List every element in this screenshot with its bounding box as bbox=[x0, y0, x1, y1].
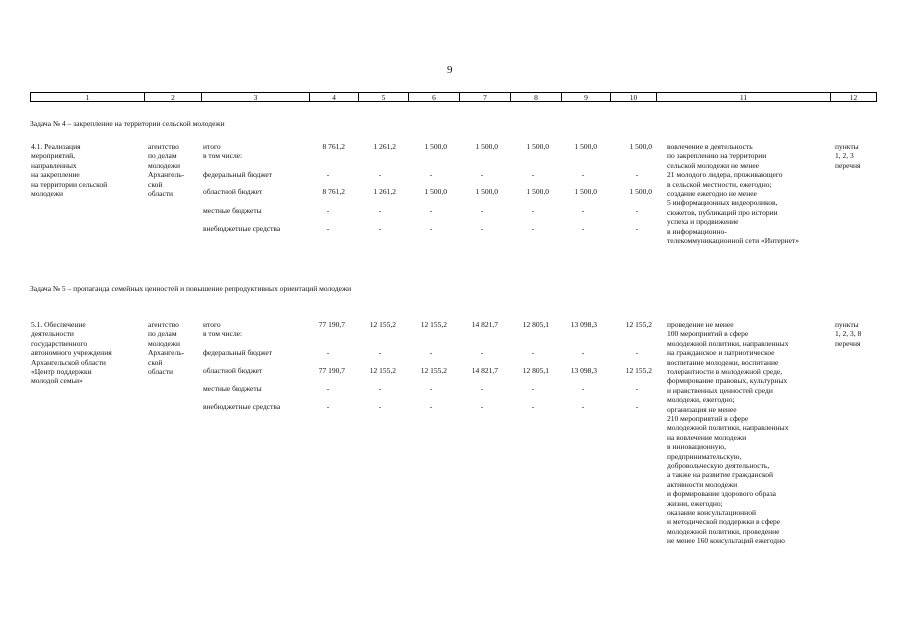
funding-label: областной бюджет bbox=[203, 366, 263, 375]
value-cell: 12 155,2 bbox=[369, 320, 396, 329]
measure-line: «Центр поддержки bbox=[31, 367, 92, 376]
result-line: телекоммуникационной сети «Интернет» bbox=[667, 236, 799, 245]
value-cell: 1 500,0 bbox=[475, 187, 498, 196]
value-cell: - bbox=[480, 384, 484, 393]
value-cell: - bbox=[326, 402, 330, 411]
value-cell: 1 500,0 bbox=[424, 142, 447, 151]
result-line: создание ежегодно не менее bbox=[667, 189, 757, 198]
value-cell: 12 155,2 bbox=[369, 366, 396, 375]
value-cell: - bbox=[581, 170, 585, 179]
points-line: перечня bbox=[835, 160, 861, 170]
value-cell: 8 761,2 bbox=[322, 142, 345, 151]
column-header: 5 bbox=[359, 93, 409, 101]
funding-label: итого bbox=[203, 320, 221, 329]
value-cell: - bbox=[429, 384, 433, 393]
executor-line: агентство bbox=[148, 320, 179, 329]
executor-line: Архангель- bbox=[148, 170, 185, 180]
value-cell: - bbox=[581, 384, 585, 393]
result-line: формирование правовых, культурных bbox=[667, 376, 788, 386]
result-line: 100 мероприятий в сфере bbox=[667, 329, 749, 339]
value-cell: 12 805,1 bbox=[522, 320, 549, 329]
value-cell: 1 500,0 bbox=[526, 187, 549, 196]
result-line: оказание консультационной bbox=[667, 508, 756, 517]
funding-label: в том числе: bbox=[203, 329, 243, 339]
value-cell: 13 098,3 bbox=[570, 366, 597, 375]
value-cell: 1 500,0 bbox=[475, 142, 498, 151]
value-cell: - bbox=[531, 224, 535, 233]
value-cell: 1 500,0 bbox=[574, 187, 597, 196]
measure-line: на территории сельской bbox=[31, 179, 108, 189]
value-cell: - bbox=[326, 384, 330, 393]
value-cell: 8 761,2 bbox=[322, 187, 345, 196]
value-cell: - bbox=[480, 348, 484, 357]
value-cell: - bbox=[531, 384, 535, 393]
result-line: в инновационную, bbox=[667, 442, 727, 452]
measure-line: молодой семьи» bbox=[31, 376, 83, 386]
value-cell: - bbox=[581, 224, 585, 233]
points-line: 1, 2, 3 bbox=[835, 151, 854, 161]
points-line: 1, 2, 3, 8 bbox=[835, 329, 862, 339]
result-line: по закреплению на территории bbox=[667, 151, 767, 161]
measure-line: Архангельской области bbox=[31, 357, 106, 367]
result-line: сельской молодежи не менее bbox=[667, 160, 759, 170]
value-cell: 12 155,2 bbox=[625, 320, 652, 329]
points-line: пункты bbox=[835, 142, 859, 151]
value-cell: 1 500,0 bbox=[526, 142, 549, 151]
value-cell: 77 190,7 bbox=[318, 366, 345, 375]
result-line: воспитание молодежи, воспитание bbox=[667, 357, 779, 367]
result-line: жизни, ежегодно; bbox=[667, 498, 723, 508]
result-line: успеха и продвижение bbox=[667, 217, 739, 227]
result-line: толерантности в молодежной среде, bbox=[667, 367, 783, 376]
column-header: 6 bbox=[409, 93, 460, 101]
value-cell: - bbox=[326, 348, 330, 357]
measure-line: 4.1. Реализация bbox=[31, 142, 81, 151]
result-line: молодежной политики, проведение bbox=[667, 526, 780, 536]
executor-line: области bbox=[148, 189, 174, 198]
value-cell: - bbox=[429, 170, 433, 179]
result-line: на вовлечение молодежи bbox=[667, 432, 747, 442]
funding-label: в том числе: bbox=[203, 151, 243, 161]
result-line: в информационно- bbox=[667, 226, 727, 236]
value-cell: - bbox=[531, 170, 535, 179]
funding-label: местные бюджеты bbox=[203, 206, 262, 215]
value-cell: 12 805,1 bbox=[522, 366, 549, 375]
measure-line: государственного bbox=[31, 338, 88, 348]
funding-label: федеральный бюджет bbox=[203, 348, 273, 357]
result-line: активности молодежи bbox=[667, 479, 738, 489]
value-cell: - bbox=[326, 224, 330, 233]
value-cell: - bbox=[429, 224, 433, 233]
funding-label: областной бюджет bbox=[203, 187, 263, 196]
result-line: добровольческую деятельность, bbox=[667, 461, 770, 470]
value-cell: - bbox=[581, 348, 585, 357]
executor-line: молодежи bbox=[148, 160, 181, 170]
result-line: сюжетов, публикаций про истории bbox=[667, 207, 778, 217]
value-cell: 13 098,3 bbox=[570, 320, 597, 329]
column-header: 11 bbox=[657, 93, 831, 101]
result-line: молодежи, ежегодно; bbox=[667, 395, 735, 405]
value-cell: 12 155,2 bbox=[625, 366, 652, 375]
measure-line: деятельности bbox=[31, 329, 74, 339]
value-cell: 14 821,7 bbox=[471, 366, 498, 375]
result-line: предпринимательскую, bbox=[667, 451, 742, 461]
column-header: 2 bbox=[145, 93, 202, 101]
executor-line: агентство bbox=[148, 142, 179, 151]
result-line: и формирование здорового образа bbox=[667, 489, 776, 499]
result-line: 21 молодого лидера, проживающего bbox=[667, 170, 783, 180]
executor-line: Архангель- bbox=[148, 348, 185, 358]
value-cell: - bbox=[429, 206, 433, 215]
value-cell: 1 500,0 bbox=[629, 142, 652, 151]
value-cell: - bbox=[531, 402, 535, 411]
value-cell: - bbox=[635, 402, 639, 411]
result-line: на гражданское и патриотическое bbox=[667, 348, 775, 358]
measure-line: мероприятий, bbox=[31, 151, 75, 161]
measure-line: молодежи bbox=[31, 189, 64, 198]
result-line: вовлечение в деятельность bbox=[667, 142, 753, 151]
value-cell: - bbox=[326, 170, 330, 179]
funding-label: внебюджетные средства bbox=[203, 402, 281, 411]
result-line: и методической поддержки в сфере bbox=[667, 517, 781, 527]
column-header: 8 bbox=[511, 93, 562, 101]
executor-line: ской bbox=[148, 179, 163, 189]
value-cell: - bbox=[635, 348, 639, 357]
value-cell: 1 500,0 bbox=[629, 187, 652, 196]
value-cell: 14 821,7 bbox=[471, 320, 498, 329]
executor-line: области bbox=[148, 367, 174, 376]
result-line: в сельской местности, ежегодно; bbox=[667, 179, 772, 189]
page-number: 9 bbox=[447, 64, 453, 76]
result-line: и нравственных ценностей среди bbox=[667, 385, 773, 395]
value-cell: - bbox=[635, 206, 639, 215]
column-header: 12 bbox=[849, 93, 858, 102]
column-header: 10 bbox=[611, 93, 657, 101]
column-header-row bbox=[30, 92, 877, 102]
points-line: пункты bbox=[835, 320, 859, 329]
column-header: 4 bbox=[310, 93, 359, 101]
value-cell: 1 500,0 bbox=[574, 142, 597, 151]
result-line: организация не менее bbox=[667, 404, 737, 414]
points-line: перечня bbox=[835, 338, 861, 348]
result-line: 210 мероприятий в сфере bbox=[667, 414, 749, 423]
result-line: молодежной политики, направленных bbox=[667, 423, 789, 433]
column-header: 9 bbox=[562, 93, 611, 101]
executor-line: молодежи bbox=[148, 338, 181, 348]
value-cell: 12 155,2 bbox=[420, 320, 447, 329]
value-cell: - bbox=[635, 170, 639, 179]
value-cell: - bbox=[480, 206, 484, 215]
value-cell: - bbox=[378, 224, 382, 233]
value-cell: - bbox=[378, 206, 382, 215]
result-line: не менее 160 консультаций ежегодно bbox=[667, 536, 785, 546]
measure-line: на закрепление bbox=[31, 170, 80, 180]
column-header: 7 bbox=[460, 93, 511, 101]
value-cell: - bbox=[480, 402, 484, 411]
value-cell: 1 261,2 bbox=[373, 187, 396, 196]
value-cell: - bbox=[429, 402, 433, 411]
value-cell: - bbox=[378, 348, 382, 357]
value-cell: - bbox=[581, 402, 585, 411]
result-line: 5 информационных видеороликов, bbox=[667, 198, 778, 208]
column-header: 1 bbox=[31, 93, 145, 101]
value-cell: 1 261,2 bbox=[373, 142, 396, 151]
value-cell: - bbox=[378, 384, 382, 393]
value-cell: 77 190,7 bbox=[318, 320, 345, 329]
result-line: молодежной политики, направленных bbox=[667, 338, 789, 348]
value-cell: - bbox=[635, 384, 639, 393]
value-cell: - bbox=[378, 170, 382, 179]
executor-line: по делам bbox=[148, 329, 177, 339]
value-cell: 1 500,0 bbox=[424, 187, 447, 196]
task-4-title: Задача № 4 – закрепление на территории сельской молодежи bbox=[30, 119, 225, 128]
value-cell: - bbox=[480, 224, 484, 233]
funding-label: итого bbox=[203, 142, 221, 151]
value-cell: - bbox=[429, 348, 433, 357]
value-cell: - bbox=[326, 206, 330, 215]
funding-label: федеральный бюджет bbox=[203, 170, 273, 179]
executor-line: по делам bbox=[148, 151, 177, 161]
measure-line: 5.1. Обеспечение bbox=[31, 320, 86, 329]
column-header: 3 bbox=[202, 93, 310, 101]
value-cell: - bbox=[480, 170, 484, 179]
value-cell: 12 155,2 bbox=[420, 366, 447, 375]
value-cell: - bbox=[378, 402, 382, 411]
measure-line: направленных bbox=[31, 160, 77, 170]
result-line: а также на развитие гражданской bbox=[667, 470, 773, 480]
value-cell: - bbox=[635, 224, 639, 233]
value-cell: - bbox=[531, 348, 535, 357]
value-cell: - bbox=[531, 206, 535, 215]
task-5-title: Задача № 5 – пропаганда семейных ценностей и повышение репродуктивных ориентаций молодежи bbox=[30, 284, 352, 293]
funding-label: местные бюджеты bbox=[203, 384, 262, 393]
measure-line: автономного учреждения bbox=[31, 348, 112, 358]
executor-line: ской bbox=[148, 357, 163, 367]
result-line: проведение не менее bbox=[667, 320, 734, 329]
value-cell: - bbox=[581, 206, 585, 215]
funding-label: внебюджетные средства bbox=[203, 224, 281, 233]
